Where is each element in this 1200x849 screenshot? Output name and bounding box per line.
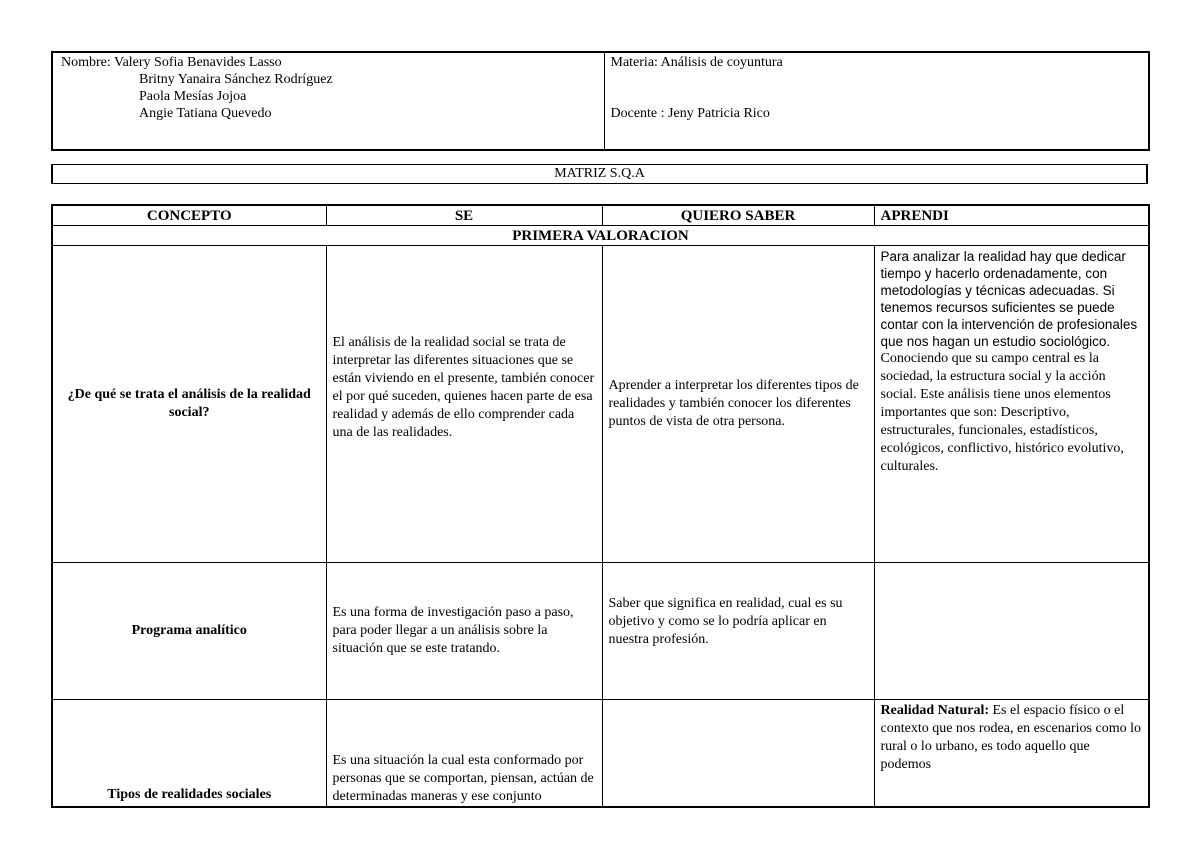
matrix-title: MATRIZ S.Q.A — [52, 165, 1147, 184]
header-info-table — [51, 51, 1150, 151]
know-text: El análisis de la realidad social se trata de interpretar las diferentes situaciones que se están viviendo en el presente, también conocer el por qué suceden, quienes hacen parte de esa realidad y además de ello comprender cada una de las realidades. — [332, 335, 595, 440]
student-name-2: Britny Yanaira Sánchez Rodríguez — [139, 72, 333, 87]
learned-definition: Es el espacio físico o el contexto que nos rodea, en escenarios como lo rural o lo urbano, es todo aquello que podemos — [880, 703, 1141, 772]
concept-text: ¿De qué se trata el análisis de la realidad social? — [67, 387, 311, 420]
column-header-row — [52, 205, 1149, 226]
concept-cell — [52, 700, 326, 808]
know-text: Es una situación la cual esta conformado por personas que se comportan, piensan, actúan de determinadas maneras y ese conjunto — [332, 753, 594, 804]
concept-cell — [52, 563, 326, 700]
teacher-text: Docente : Jeny Patricia Rico — [610, 106, 770, 121]
want-cell — [602, 563, 874, 700]
concept-text: Tipos de realidades sociales — [107, 787, 272, 802]
column-header-want: QUIERO SABER — [602, 205, 874, 226]
learned-text-serif: Conociendo que su campo central es la sociedad, la estructura social y la acción social. Este análisis tiene unos elementos importantes que son: Descriptivo, estructurales, funcionales, estadísticos, ecológicos, conflictivo, histórico evolutivo, culturales. — [880, 351, 1124, 474]
learned-term: Realidad Natural: — [880, 703, 989, 718]
want-cell — [602, 246, 874, 563]
names-line-1 — [61, 54, 598, 71]
know-text: Es una forma de investigación paso a paso, para poder llegar a un análisis sobre la situación que se este tratando. — [332, 605, 574, 656]
column-header-know: SE — [326, 205, 602, 226]
section-title: PRIMERA VALORACION — [52, 226, 1149, 246]
section-row — [52, 226, 1149, 246]
learned-cell — [874, 563, 1149, 700]
know-cell — [326, 246, 602, 563]
want-cell — [602, 700, 874, 808]
concept-cell — [52, 246, 326, 563]
column-header-learned: APRENDI — [874, 205, 1149, 226]
student-name-1: Valery Sofia Benavides Lasso — [114, 55, 282, 70]
table-row — [52, 246, 1149, 563]
student-name-3: Paola Mesías Jojoa — [139, 89, 247, 104]
sqa-matrix-table — [51, 204, 1150, 808]
learned-cell — [874, 246, 1149, 563]
names-cell — [52, 52, 604, 150]
table-row — [52, 700, 1149, 808]
column-header-concept: CONCEPTO — [52, 205, 326, 226]
know-cell — [326, 700, 602, 808]
learned-text-sans: Para analizar la realidad hay que dedicar tiempo y hacerlo ordenadamente, con metodologías y técnicas adecuadas. Si tenemos recursos suficientes se puede contar con la intervención de profesionales que nos hagan un estudio sociológico. — [880, 249, 1138, 349]
know-cell — [326, 563, 602, 700]
learned-cell — [874, 700, 1149, 808]
concept-text: Programa analítico — [131, 623, 247, 638]
want-text: Aprender a interpretar los diferentes tipos de realidades y también conocer los diferentes puntos de vista de otra persona. — [608, 378, 859, 429]
title-table — [51, 164, 1148, 184]
names-label: Nombre: — [61, 55, 111, 70]
student-name-4: Angie Tatiana Quevedo — [139, 106, 272, 121]
table-row — [52, 563, 1149, 700]
want-text: Saber que significa en realidad, cual es su objetivo y como se lo podría aplicar en nuestra profesión. — [608, 596, 843, 647]
subject-text: Materia: Análisis de coyuntura — [610, 55, 783, 70]
course-cell — [604, 52, 1149, 150]
